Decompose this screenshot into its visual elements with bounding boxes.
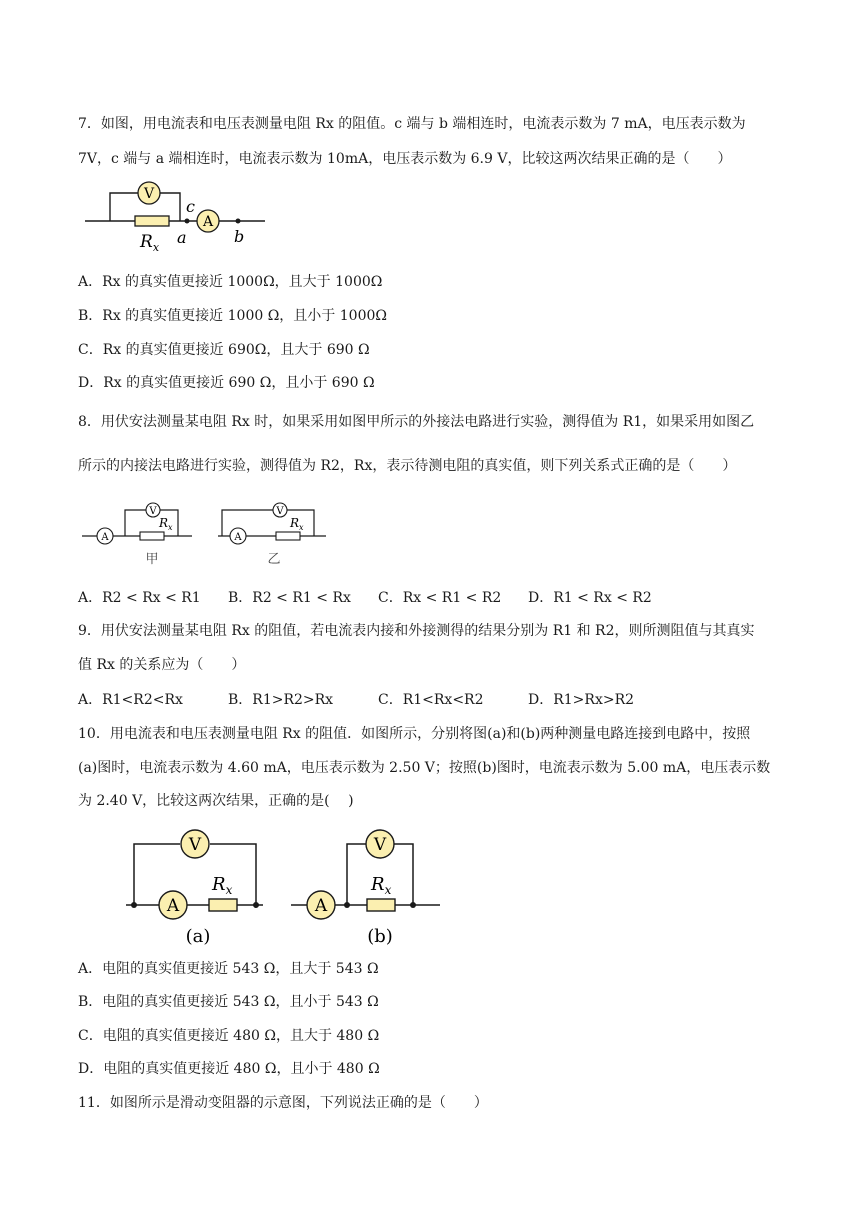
ammeter-label-jia: A: [101, 532, 109, 543]
q9-option-a[interactable]: A．R1<R2<Rx: [78, 692, 183, 708]
q10-option-d[interactable]: D．电阻的真实值更接近 480 Ω，且小于 480 Ω: [78, 1061, 380, 1077]
terminal-a-label: a: [177, 228, 187, 247]
q10-stem-line2: (a)图时，电流表示数为 4.60 mA，电压表示数为 2.50 V；按照(b)图时，电流表示数为 5.00 mA，电压表示数: [78, 760, 771, 776]
voltmeter-label-b: V: [373, 835, 387, 855]
ammeter-label: A: [202, 214, 214, 230]
node-b-right: [410, 902, 416, 908]
resistor-symbol-jia: [140, 532, 164, 540]
q9-option-d[interactable]: D．R1>Rx>R2: [528, 692, 635, 708]
q8-stem-line2: 所示的内接法电路进行实验，测得值为 R2，Rx，表示待测电阻的真实值，则下列关系式正确的是（ ）: [78, 458, 737, 474]
q7-circuit-figure: [80, 175, 280, 255]
q8-option-a[interactable]: A．R2 < Rx < R1: [78, 590, 201, 606]
q9-stem-line1: 9．用伏安法测量某电阻 Rx 的阻值，若电流表内接和外接测得的结果分别为 R1 和 R2，则所测阻值与其真实: [78, 623, 755, 639]
voltmeter-label: V: [143, 186, 155, 202]
resistor-label-a: $R_x$: [212, 874, 233, 897]
q8-option-c[interactable]: C．Rx < R1 < R2: [378, 590, 502, 606]
resistor-symbol-a: [209, 899, 237, 911]
q7-option-c[interactable]: C．Rx 的真实值更接近 690Ω，且大于 690 Ω: [78, 342, 370, 358]
resistor-symbol: [135, 216, 169, 226]
q10-circuit-figures: [118, 825, 448, 955]
label-yi: 乙: [267, 552, 281, 567]
q7-option-b[interactable]: B．Rx 的真实值更接近 1000 Ω，且小于 1000Ω: [78, 308, 387, 324]
q9-stem-line2: 值 Rx 的关系应为（ ）: [78, 657, 246, 673]
voltmeter-label-yi: V: [276, 506, 284, 517]
ammeter-label-yi: A: [234, 532, 242, 543]
label-jia: 甲: [145, 552, 159, 567]
node-a-left: [131, 902, 137, 908]
node-a-right: [253, 902, 259, 908]
voltmeter-label-a: V: [188, 835, 202, 855]
q10-option-a[interactable]: A．电阻的真实值更接近 543 Ω，且大于 543 Ω: [78, 961, 379, 977]
q9-option-b[interactable]: B．R1>R2>Rx: [228, 692, 334, 708]
q10-stem-line1: 10．用电流表和电压表测量电阻 Rx 的阻值．如图所示，分别将图(a)和(b)两种测量电路连接到电路中，按照: [78, 726, 751, 742]
ammeter-label-a: A: [166, 896, 180, 916]
q10-option-b[interactable]: B．电阻的真实值更接近 543 Ω，且小于 543 Ω: [78, 994, 379, 1010]
ammeter-label-b: A: [314, 896, 328, 916]
q8-stem-line1: 8．用伏安法测量某电阻 Rx 时，如果采用如图甲所示的外接法电路进行实验，测得值为 R1，如果采用如图乙: [78, 414, 755, 430]
q8-circuit-figures: [80, 496, 340, 571]
voltmeter-label-jia: V: [149, 506, 157, 517]
node-a: [185, 219, 190, 224]
q7-stem-line2: 7V，c 端与 a 端相连时，电流表示数为 10mA，电压表示数为 6.9 V，比较这两次结果正确的是（ ）: [78, 151, 732, 167]
q7-option-d[interactable]: D．Rx 的真实值更接近 690 Ω，且小于 690 Ω: [78, 375, 375, 391]
terminal-b-label: b: [234, 227, 245, 246]
q9-option-c[interactable]: C．R1<Rx<R2: [378, 692, 484, 708]
resistor-label: $R_x$: [140, 232, 160, 254]
q8-option-d[interactable]: D．R1 < Rx < R2: [528, 590, 652, 606]
q11-stem-line1: 11．如图所示是滑动变阻器的示意图，下列说法正确的是（ ）: [78, 1095, 488, 1111]
resistor-label-jia: $R_x$: [159, 516, 173, 532]
q7-option-a[interactable]: A．Rx 的真实值更接近 1000Ω，且大于 1000Ω: [78, 274, 383, 290]
caption-b: (b): [367, 926, 393, 947]
resistor-symbol-b: [367, 899, 395, 911]
terminal-c-label: c: [186, 197, 195, 216]
q8-option-b[interactable]: B．R2 < R1 < Rx: [228, 590, 351, 606]
q10-stem-line3: 为 2.40 V，比较这两次结果，正确的是( ): [78, 793, 354, 809]
caption-a: (a): [185, 926, 211, 947]
resistor-label-b: $R_x$: [371, 874, 392, 897]
q7-stem-line1: 7．如图，用电流表和电压表测量电阻 Rx 的阻值。c 端与 b 端相连时，电流表示数为 7 mA，电压表示数为: [78, 116, 746, 132]
resistor-symbol-yi: [276, 532, 300, 540]
q10-option-c[interactable]: C．电阻的真实值更接近 480 Ω，且大于 480 Ω: [78, 1028, 380, 1044]
node-b-left: [344, 902, 350, 908]
node-b: [236, 219, 241, 224]
resistor-label-yi: $R_x$: [290, 516, 304, 532]
